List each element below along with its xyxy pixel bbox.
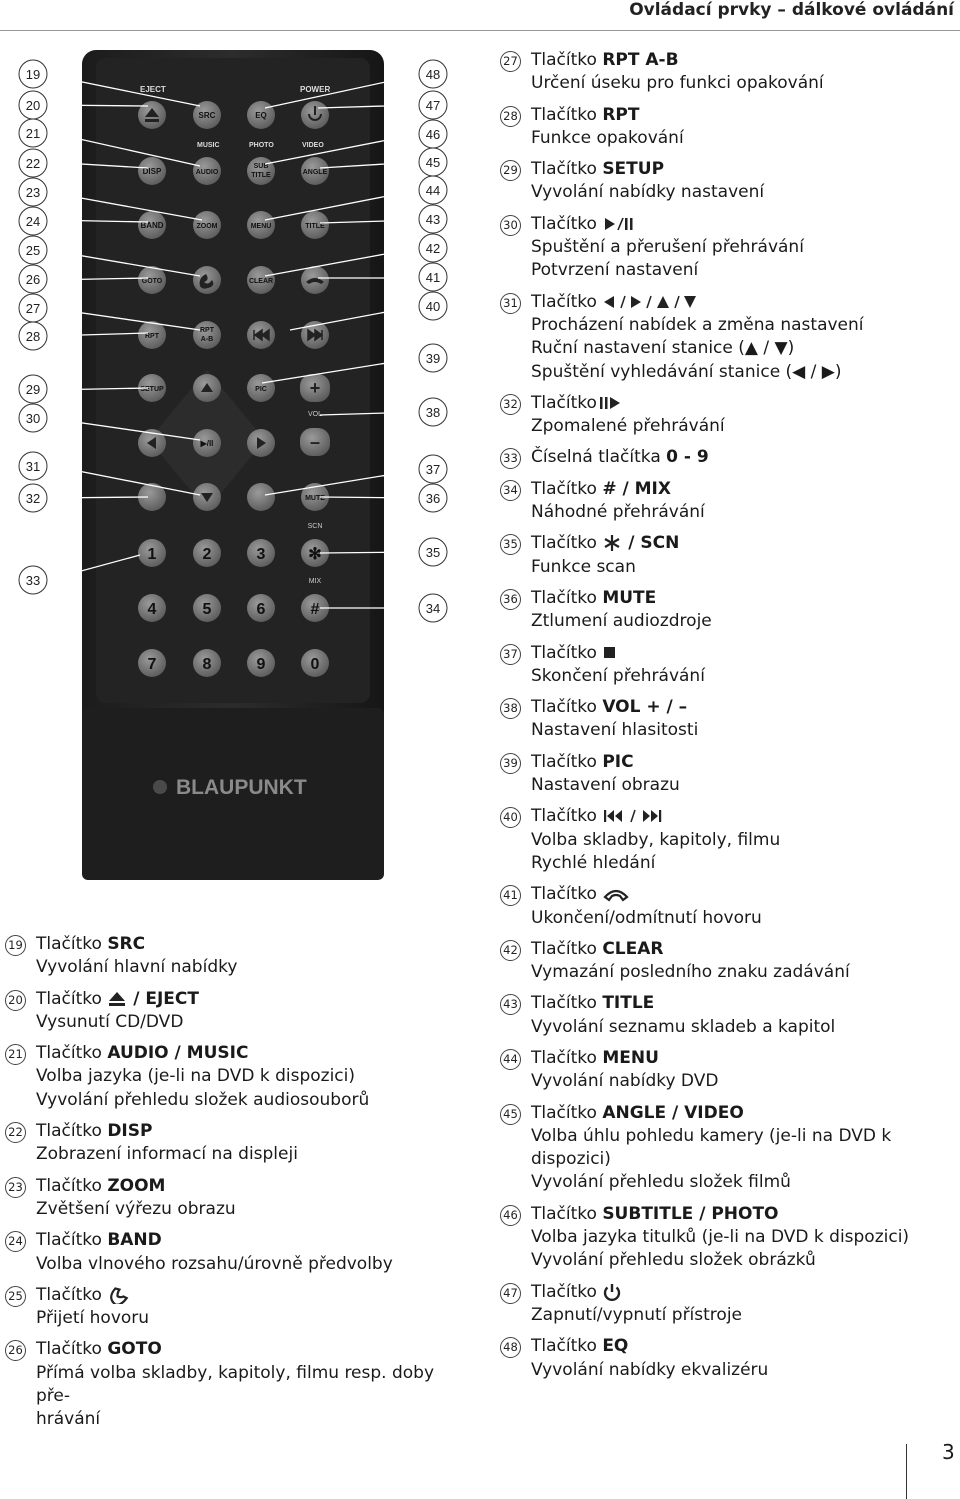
entry-number: 26	[5, 1340, 26, 1361]
entry-number: 34	[500, 480, 521, 501]
entry-prefix: Tlačítko	[36, 1121, 108, 1142]
phone-hangup-icon	[602, 886, 630, 902]
entry-title	[531, 587, 955, 610]
entry-title	[531, 751, 955, 774]
entry-key: RPT	[602, 104, 640, 125]
entry-38	[500, 696, 955, 743]
page-header: Ovládací prvky – dálkové ovládání	[629, 0, 954, 20]
audio-button-label: AUDIO	[195, 169, 219, 176]
callout-30: 30	[25, 411, 41, 426]
entry-prefix: Tlačítko	[531, 806, 603, 827]
num-0-label: 0	[310, 656, 320, 673]
entry-37	[500, 642, 955, 689]
entry-prefix: Tlačítko	[531, 751, 603, 772]
callout-22: 22	[25, 156, 41, 171]
setup-button-label: SETUP	[140, 386, 164, 393]
skip-icon	[602, 808, 668, 824]
phone-answer-icon	[107, 1286, 129, 1304]
entry-description: Volba skladby, kapitoly, filmu	[531, 829, 781, 850]
entry-prefix: Tlačítko	[531, 1047, 603, 1068]
entry-title	[36, 1175, 470, 1198]
entry-key: 0 - 9	[666, 447, 709, 468]
entry-key: VOL + / –	[602, 697, 688, 718]
entry-prefix: Tlačítko	[531, 1102, 603, 1123]
subtitle-button-label-2: TITLE	[251, 172, 271, 179]
callout-41: 41	[425, 270, 441, 285]
entry-number: 25	[5, 1286, 26, 1307]
callout-26: 26	[25, 272, 41, 287]
page-number-rule	[906, 1444, 907, 1499]
entry-40	[500, 805, 955, 875]
num-9-label: 9	[256, 656, 266, 673]
entry-number: 48	[500, 1337, 521, 1358]
entry-title	[531, 1102, 955, 1125]
entry-key: SUBTITLE / PHOTO	[602, 1203, 779, 1224]
entry-key: / EJECT	[127, 988, 199, 1009]
left-callouts	[19, 60, 47, 594]
entry-number: 42	[500, 940, 521, 961]
entry-description: Vymazání posledního znaku zadávání	[531, 962, 850, 983]
entry-20	[5, 988, 470, 1035]
entry-key: MENU	[602, 1047, 659, 1068]
slow-motion-icon	[597, 395, 623, 411]
entry-prefix: Tlačítko	[531, 938, 603, 959]
entry-number: 22	[5, 1122, 26, 1143]
entry-number: 38	[500, 698, 521, 719]
entry-description: Nastavení hlasitosti	[531, 720, 699, 741]
callout-48: 48	[425, 67, 441, 82]
entry-35	[500, 532, 955, 579]
entry-title	[531, 805, 955, 828]
entry-title	[531, 883, 955, 906]
entry-description: Spuštění vyhledávání stanice (◀ / ▶)	[531, 361, 842, 382]
entry-number: 24	[5, 1231, 26, 1252]
entry-29	[500, 158, 955, 205]
callout-45: 45	[425, 155, 441, 170]
entry-description: Volba úhlu pohledu kamery (je-li na DVD k dispozici)	[531, 1125, 892, 1170]
label-vol: VOL	[307, 411, 323, 418]
entry-23	[5, 1175, 470, 1222]
callout-29: 29	[25, 382, 41, 397]
callout-19: 19	[25, 67, 41, 82]
callout-47: 47	[425, 98, 441, 113]
callout-27: 27	[25, 301, 41, 316]
page-number: 3	[942, 1440, 955, 1464]
entry-title	[531, 938, 955, 961]
num-8-label: 8	[202, 656, 212, 673]
entry-description: Vyvolání přehledu složek audiosouborů	[36, 1089, 370, 1110]
num-3-label: 3	[256, 546, 266, 563]
entry-46	[500, 1203, 955, 1273]
entry-title	[531, 1047, 955, 1070]
power-icon	[602, 1282, 622, 1302]
entry-prefix: Tlačítko	[531, 587, 603, 608]
entry-description: Potvrzení nastavení	[531, 260, 699, 281]
entry-number: 41	[500, 885, 521, 906]
entry-prefix: Číselná tlačítka	[531, 447, 667, 468]
label-power: POWER	[300, 85, 331, 94]
src-button-label: SRC	[198, 111, 216, 120]
vol-minus-label: –	[309, 432, 321, 452]
entry-31	[500, 291, 955, 384]
num-6-label: 6	[256, 601, 266, 618]
entry-title	[36, 1120, 470, 1143]
entry-title	[36, 988, 470, 1011]
clear-button-label: CLEAR	[248, 278, 274, 285]
entry-32	[500, 392, 955, 439]
goto-button-label: GOTO	[141, 278, 163, 285]
menu-button-label: MENU	[250, 223, 272, 230]
entry-key: GOTO	[107, 1339, 162, 1360]
remote-illustration	[0, 40, 490, 920]
callout-33: 33	[25, 573, 41, 588]
entry-title	[531, 1335, 955, 1358]
entry-43	[500, 992, 955, 1039]
entry-description: Vyvolání nabídky nastavení	[531, 182, 765, 203]
rpt-button-label: RPT	[145, 333, 159, 340]
entry-title	[531, 642, 955, 665]
entry-prefix: Tlačítko	[531, 642, 603, 663]
entry-prefix: Tlačítko	[36, 1339, 108, 1360]
entry-number: 29	[500, 160, 521, 181]
callout-31: 31	[25, 459, 41, 474]
keypad-panel	[96, 58, 370, 703]
num-5-label: 5	[202, 601, 212, 618]
entry-title	[531, 532, 955, 555]
entry-description: Funkce scan	[531, 556, 636, 577]
entry-description: Procházení nabídek a změna nastavení	[531, 314, 864, 335]
label-photo: PHOTO	[249, 142, 274, 149]
callout-28: 28	[25, 329, 41, 344]
entry-key: # / MIX	[602, 478, 671, 499]
entry-key: SRC	[107, 934, 146, 954]
callout-46: 46	[425, 127, 441, 142]
entry-title	[531, 992, 955, 1015]
entry-number: 37	[500, 644, 521, 665]
entry-key: EQ	[602, 1336, 629, 1357]
entry-description: Vyvolání přehledu složek obrázků	[531, 1250, 816, 1271]
header-rule	[0, 30, 960, 31]
entry-description: Zapnutí/vypnutí přístroje	[531, 1304, 742, 1325]
entry-key: ANGLE / VIDEO	[602, 1102, 744, 1123]
entry-number: 31	[500, 293, 521, 314]
entry-number: 28	[500, 106, 521, 127]
entry-key: TITLE	[602, 993, 655, 1014]
entry-prefix: Tlačítko	[531, 159, 603, 180]
entry-description: Zvětšení výřezu obrazu	[36, 1198, 236, 1219]
entry-title	[531, 291, 955, 314]
entry-prefix: Tlačítko	[531, 50, 603, 70]
entry-description: Funkce opakování	[531, 127, 684, 148]
entry-prefix: Tlačítko	[36, 1284, 108, 1305]
rpt-ab-button-label-2: A-B	[200, 336, 214, 343]
entry-description: Volba jazyka titulků (je-li na DVD k dispozici)	[531, 1227, 910, 1248]
entry-description: Náhodné přehrávání	[531, 502, 705, 523]
num-4-label: 4	[147, 601, 157, 618]
entry-prefix: Tlačítko	[531, 1281, 603, 1302]
entry-title	[531, 446, 955, 469]
entry-key: SETUP	[602, 159, 665, 180]
rpt-ab-button[interactable]	[193, 321, 221, 349]
entry-description: Vysunutí CD/DVD	[36, 1011, 184, 1032]
entry-description: Ztlumení audiozdroje	[531, 611, 712, 632]
entry-description: Ukončení/odmítnutí hovoru	[531, 907, 762, 928]
entry-key: BAND	[107, 1230, 162, 1251]
entry-number: 19	[5, 935, 26, 956]
entry-title	[531, 1203, 955, 1226]
right-entry-list	[500, 49, 955, 1390]
entry-description: Vyvolání přehledu složek filmů	[531, 1172, 791, 1193]
entry-description: hrávání	[36, 1409, 101, 1430]
entry-prefix: Tlačítko	[531, 104, 603, 125]
entry-description: Vyvolání seznamu skladeb a kapitol	[531, 1016, 836, 1037]
entry-number: 21	[5, 1044, 26, 1065]
entry-24	[5, 1229, 470, 1276]
callout-24: 24	[25, 214, 41, 229]
entry-key: AUDIO / MUSIC	[107, 1043, 249, 1064]
entry-number: 43	[500, 994, 521, 1015]
entry-27	[500, 49, 955, 96]
entry-title	[531, 49, 955, 72]
entry-number: 46	[500, 1205, 521, 1226]
entry-prefix: Tlačítko	[531, 993, 603, 1014]
entry-21	[5, 1042, 470, 1112]
entry-prefix: Tlačítko	[36, 934, 108, 954]
entry-description: Vyvolání nabídky ekvalizéru	[531, 1359, 769, 1380]
entry-description: Zobrazení informací na displeji	[36, 1144, 298, 1165]
entry-description: Určení úseku pro funkci opakování	[531, 73, 824, 94]
entry-28	[500, 104, 955, 151]
entry-41	[500, 883, 955, 930]
entry-title	[531, 158, 955, 181]
entry-prefix: Tlačítko	[531, 478, 603, 499]
entry-30	[500, 213, 955, 283]
disp-button-label: DISP	[142, 167, 162, 176]
entry-prefix: Tlačítko	[36, 1175, 108, 1196]
num-1-label: 1	[147, 546, 157, 563]
entry-number: 36	[500, 589, 521, 610]
entry-number: 33	[500, 448, 521, 469]
entry-number: 39	[500, 753, 521, 774]
callout-42: 42	[425, 241, 441, 256]
entry-title	[36, 1338, 470, 1361]
hash-label: #	[310, 601, 320, 618]
eq-button-label: EQ	[255, 111, 267, 120]
entry-key: MUTE	[602, 587, 657, 608]
entry-number: 44	[500, 1049, 521, 1070]
callout-25: 25	[25, 243, 41, 258]
entry-description: Ruční nastavení stanice (▲ / ▼)	[531, 338, 795, 359]
entry-key: DISP	[107, 1121, 153, 1142]
eject-icon	[107, 991, 127, 1007]
star-label: ✻	[308, 546, 322, 563]
callout-34: 34	[425, 601, 441, 616]
brand-logo: BLAUPUNKT	[176, 776, 307, 799]
nav-arrows-icon	[602, 294, 702, 310]
num-7-label: 7	[147, 656, 157, 673]
vol-plus-label: +	[309, 378, 321, 398]
stop-button[interactable]	[247, 483, 275, 511]
subtitle-button-label-1: SUB	[253, 163, 269, 170]
rpt-ab-button-label-1: RPT	[200, 327, 214, 334]
callout-32: 32	[25, 491, 41, 506]
entry-title	[531, 104, 955, 127]
entry-33	[500, 446, 955, 469]
entry-47	[500, 1281, 955, 1328]
label-music: MUSIC	[197, 142, 220, 149]
entry-prefix: Tlačítko	[531, 884, 603, 905]
entry-description: Skončení přehrávání	[531, 665, 705, 686]
mute-button-label: MUTE	[305, 495, 325, 502]
stop-icon	[602, 645, 618, 661]
angle-button-label: ANGLE	[302, 169, 328, 176]
entry-title	[531, 696, 955, 719]
entry-prefix: Tlačítko	[531, 533, 603, 554]
title-button-label: TITLE	[305, 223, 325, 230]
callout-43: 43	[425, 212, 441, 227]
entry-39	[500, 751, 955, 798]
entry-26	[5, 1338, 470, 1431]
entry-number: 47	[500, 1283, 521, 1304]
num-2-label: 2	[202, 546, 212, 563]
callout-35: 35	[425, 545, 441, 560]
callout-23: 23	[25, 185, 41, 200]
entry-number: 40	[500, 807, 521, 828]
entry-prefix: Tlačítko	[531, 213, 603, 234]
star-icon	[602, 534, 622, 552]
callout-37: 37	[425, 462, 441, 477]
entry-description: Vyvolání hlavní nabídky	[36, 957, 238, 978]
right-callouts	[419, 60, 447, 622]
entry-44	[500, 1047, 955, 1094]
pic-button-label: PIC	[255, 386, 267, 393]
entry-42	[500, 938, 955, 985]
entry-title	[531, 478, 955, 501]
entry-34	[500, 478, 955, 525]
entry-number: 30	[500, 215, 521, 236]
entry-prefix: Tlačítko	[531, 1203, 603, 1224]
entry-description: Přijetí hovoru	[36, 1308, 150, 1329]
callout-44: 44	[425, 183, 441, 198]
entry-key: RPT A-B	[602, 50, 679, 70]
play-pause-label: ▶/II	[200, 439, 214, 448]
entry-key: CLEAR	[602, 938, 664, 959]
entry-description: Volba jazyka (je-li na DVD k dispozici)	[36, 1066, 356, 1087]
entry-prefix: Tlačítko	[531, 291, 603, 312]
subtitle-button[interactable]	[247, 157, 275, 185]
entry-description: Spuštění a přerušení přehrávání	[531, 237, 804, 258]
callout-38: 38	[425, 405, 441, 420]
entry-number: 45	[500, 1104, 521, 1125]
callout-21: 21	[25, 126, 41, 141]
entry-title	[531, 213, 955, 236]
callout-39: 39	[425, 351, 441, 366]
entry-prefix: Tlačítko	[36, 1043, 108, 1064]
entry-prefix: Tlačítko	[531, 1336, 603, 1357]
label-mix: MIX	[308, 578, 322, 585]
entry-19	[5, 933, 470, 980]
entry-key: ZOOM	[107, 1175, 166, 1196]
entry-number: 20	[5, 990, 26, 1011]
entry-title	[36, 1229, 470, 1252]
entry-prefix: Tlačítko	[36, 1230, 108, 1251]
entry-prefix: Tlačítko	[531, 392, 597, 413]
entry-prefix: Tlačítko	[36, 988, 108, 1009]
entry-number: 27	[500, 51, 521, 72]
zoom-button-label: ZOOM	[196, 223, 218, 230]
band-button-label: BAND	[140, 221, 164, 230]
entry-description: Rychlé hledání	[531, 852, 656, 873]
callout-20: 20	[25, 98, 41, 113]
entry-number: 32	[500, 394, 521, 415]
entry-description: Vyvolání nabídky DVD	[531, 1071, 719, 1092]
callout-36: 36	[425, 491, 441, 506]
entry-number: 23	[5, 1177, 26, 1198]
callout-40: 40	[425, 299, 441, 314]
label-video: VIDEO	[302, 142, 324, 149]
entry-48	[500, 1335, 955, 1382]
label-scn: SCN	[307, 523, 323, 530]
entry-description: Zpomalené přehrávání	[531, 416, 725, 437]
entry-45	[500, 1102, 955, 1195]
entry-title	[36, 1284, 470, 1307]
left-entry-list	[5, 933, 470, 1440]
entry-title	[36, 1042, 470, 1065]
entry-22	[5, 1120, 470, 1167]
entry-title	[531, 1281, 955, 1304]
brand-logo-dot	[153, 780, 167, 794]
entry-25	[5, 1284, 470, 1331]
entry-description: Nastavení obrazu	[531, 775, 680, 796]
entry-key: PIC	[602, 751, 634, 772]
entry-description: Přímá volba skladby, kapitoly, filmu resp. doby pře-	[36, 1362, 435, 1407]
remote-svg	[0, 40, 490, 920]
entry-key: / SCN	[622, 533, 680, 554]
play-pause-icon	[602, 216, 636, 232]
entry-number: 35	[500, 534, 521, 555]
label-eject: EJECT	[140, 85, 166, 94]
entry-title	[36, 933, 470, 956]
entry-title	[531, 392, 955, 415]
entry-description: Volba vlnového rozsahu/úrovně předvolby	[36, 1253, 393, 1274]
entry-prefix: Tlačítko	[531, 697, 603, 718]
entry-36	[500, 587, 955, 634]
